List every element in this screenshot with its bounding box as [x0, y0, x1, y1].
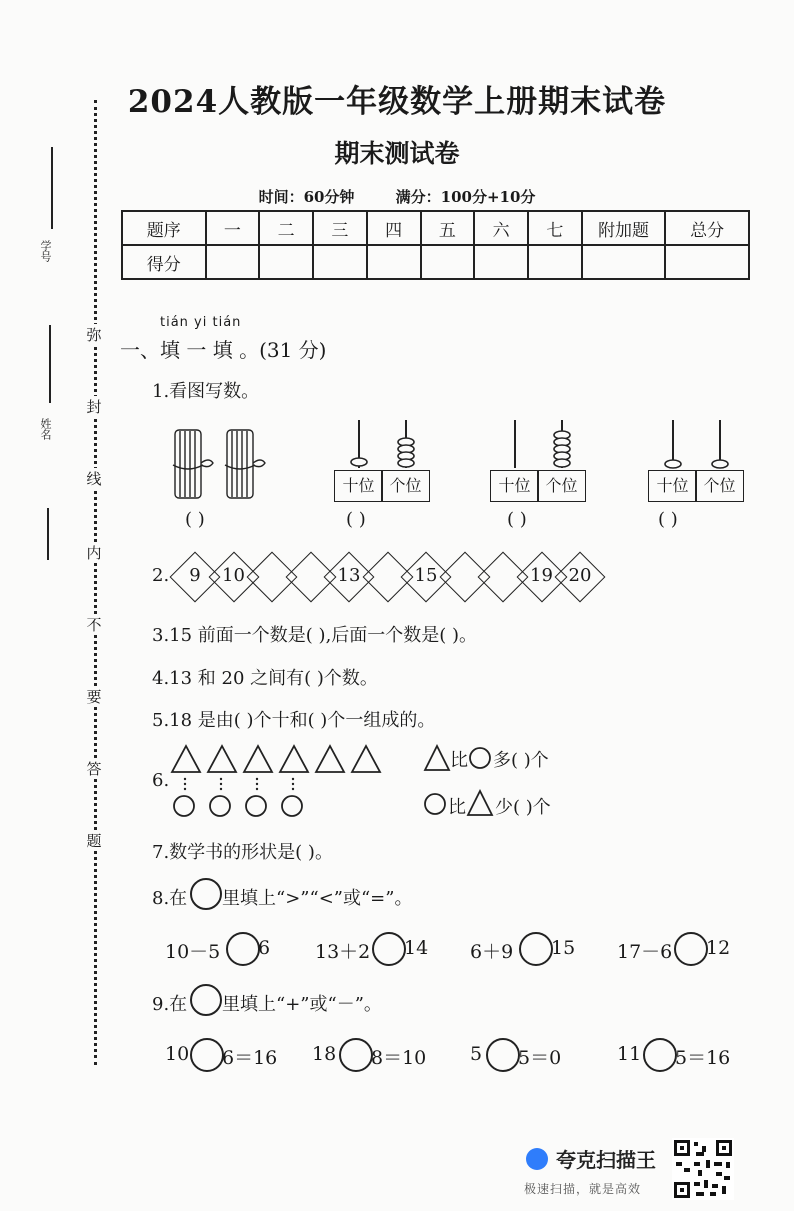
question-9-prefix: 9.在 — [152, 994, 188, 1015]
page-title: 2024人教版一年级数学上册期末试卷 — [127, 84, 667, 120]
diamond-number-label: 10 — [222, 565, 245, 586]
q9-expr-right: 5＝0 — [518, 1047, 562, 1069]
answer-blank[interactable]: ( ) — [185, 509, 205, 530]
answer-circle[interactable] — [190, 1038, 224, 1072]
score-input-cell[interactable] — [313, 245, 367, 279]
score-input-cell[interactable] — [367, 245, 421, 279]
binding-char: 内 — [84, 542, 104, 563]
qr-code-icon[interactable] — [672, 1138, 734, 1200]
q9-expr-right: 8＝10 — [371, 1047, 427, 1069]
answer-circle-icon — [190, 984, 222, 1016]
answer-circle[interactable] — [643, 1038, 677, 1072]
score-input-cell[interactable] — [582, 245, 666, 279]
binding-dotted-line — [94, 100, 97, 1065]
table-cell: 附加题 — [582, 211, 666, 245]
answer-blank[interactable]: ( ) — [507, 509, 527, 530]
tens-place-box: 十位 — [334, 470, 383, 502]
section-pinyin: tián yi tián — [160, 315, 242, 330]
question-6-line2-end: 少( )个 — [495, 797, 551, 818]
answer-circle[interactable] — [226, 932, 260, 966]
exam-meta — [0, 186, 794, 207]
q9-expr-right: 5＝16 — [675, 1047, 731, 1069]
scanner-brand-name: 夸克扫描王 — [556, 1148, 656, 1172]
table-cell: 三 — [313, 211, 367, 245]
student-id-label: 学号 — [39, 240, 52, 262]
question-6-label: 6. — [152, 770, 170, 791]
binding-char: 答 — [84, 758, 104, 779]
binding-char: 不 — [84, 614, 104, 635]
binding-char: 弥 — [84, 324, 104, 345]
answer-circle[interactable] — [674, 932, 708, 966]
table-cell: 七 — [528, 211, 582, 245]
answer-blank[interactable]: ( ) — [346, 509, 366, 530]
table-cell: 六 — [474, 211, 528, 245]
name-label: 姓名 — [39, 418, 52, 440]
triangle-shape-icon — [466, 789, 494, 817]
q9-expr-right: 6＝16 — [222, 1047, 278, 1069]
table-cell: 四 — [367, 211, 421, 245]
ones-place-box: 个位 — [695, 470, 744, 502]
score-input-cell[interactable] — [206, 245, 260, 279]
scanner-slogan: 极速扫描，就是高效 — [524, 1182, 642, 1196]
circle-shape-icon — [423, 792, 447, 816]
q9-expr-left: 5 — [470, 1043, 483, 1065]
question-7-text: 7.数学书的形状是( )。 — [152, 842, 333, 863]
abacus-rods — [648, 418, 746, 470]
q8-expr-right: 12 — [706, 937, 731, 959]
q8-expr-right: 6 — [258, 937, 271, 959]
score-table-header-row — [122, 211, 749, 245]
answer-circle[interactable] — [372, 932, 406, 966]
answer-circle[interactable] — [519, 932, 553, 966]
compare-word: 比 — [450, 750, 468, 771]
score-input-cell[interactable] — [528, 245, 582, 279]
q9-expr-left: 18 — [312, 1043, 337, 1065]
full-score: 满分：100分+10分 — [395, 188, 536, 206]
answer-circle[interactable] — [339, 1038, 373, 1072]
question-8-prefix: 8.在 — [152, 888, 188, 909]
diamond-number-label: 19 — [530, 565, 553, 586]
score-input-cell[interactable] — [259, 245, 313, 279]
question-2-label: 2. — [152, 565, 170, 586]
student-id-line[interactable] — [51, 147, 53, 229]
q8-expr-right: 15 — [551, 937, 576, 959]
score-table-score-row — [122, 245, 749, 279]
tens-place-box: 十位 — [490, 470, 539, 502]
answer-circle[interactable] — [486, 1038, 520, 1072]
score-input-cell[interactable] — [421, 245, 475, 279]
question-8-suffix: 里填上“>”“<”或“=”。 — [222, 888, 413, 909]
q8-expr-left: 6＋9 — [470, 941, 514, 963]
table-cell: 五 — [421, 211, 475, 245]
table-cell: 得分 — [122, 245, 206, 279]
triangle-shape-icon — [423, 744, 451, 772]
question-9-suffix: 里填上“+”或“－”。 — [222, 994, 382, 1015]
q9-expr-left: 11 — [617, 1043, 642, 1065]
diamond-number-label: 9 — [189, 565, 201, 586]
diamond-number-label: 13 — [337, 565, 361, 586]
scanner-logo-icon — [526, 1148, 548, 1170]
diamond-number-label: 20 — [568, 565, 592, 586]
question-3-text: 3.15 前面一个数是( ),后面一个数是( )。 — [152, 625, 478, 646]
question-1-text: 1.看图写数。 — [152, 381, 260, 402]
question-6-line1-end: 多( )个 — [493, 750, 549, 771]
abacus-rods — [490, 418, 588, 470]
answer-circle-icon — [190, 878, 222, 910]
q8-expr-right: 14 — [404, 937, 429, 959]
tens-place-box: 十位 — [648, 470, 697, 502]
answer-blank[interactable]: ( ) — [658, 509, 678, 530]
q9-expr-left: 10 — [165, 1043, 190, 1065]
score-table — [121, 210, 750, 280]
ones-place-box: 个位 — [537, 470, 586, 502]
compare-word: 比 — [448, 797, 466, 818]
score-input-cell[interactable] — [665, 245, 749, 279]
ones-place-box: 个位 — [381, 470, 430, 502]
question-5-text: 5.18 是由( )个十和( )个一组成的。 — [152, 710, 436, 731]
class-line[interactable] — [47, 508, 49, 560]
question-4-text: 4.13 和 20 之间有( )个数。 — [152, 668, 378, 689]
q8-expr-left: 13＋2 — [315, 941, 371, 963]
q8-expr-left: 17－6 — [617, 941, 673, 963]
table-cell: 二 — [259, 211, 313, 245]
table-cell: 题序 — [122, 211, 206, 245]
binding-char: 题 — [84, 830, 104, 851]
triangles-circles-figure — [168, 742, 388, 822]
table-cell: 一 — [206, 211, 260, 245]
stick-bundles-image — [165, 425, 275, 503]
binding-char: 要 — [84, 686, 104, 707]
abacus-rods — [334, 418, 432, 470]
table-cell: 总分 — [665, 211, 749, 245]
binding-char: 封 — [84, 396, 104, 417]
time-limit: 时间：60分钟 — [258, 188, 355, 206]
diamond-number-label: 15 — [414, 565, 438, 586]
circle-shape-icon — [468, 746, 492, 770]
q8-expr-left: 10－5 — [165, 941, 221, 963]
page-subtitle: 期末测试卷 — [334, 139, 460, 168]
section-heading: 一、填 一 填 。(31 分) — [120, 338, 327, 362]
name-line[interactable] — [49, 325, 51, 403]
score-input-cell[interactable] — [474, 245, 528, 279]
binding-char: 线 — [84, 468, 104, 489]
